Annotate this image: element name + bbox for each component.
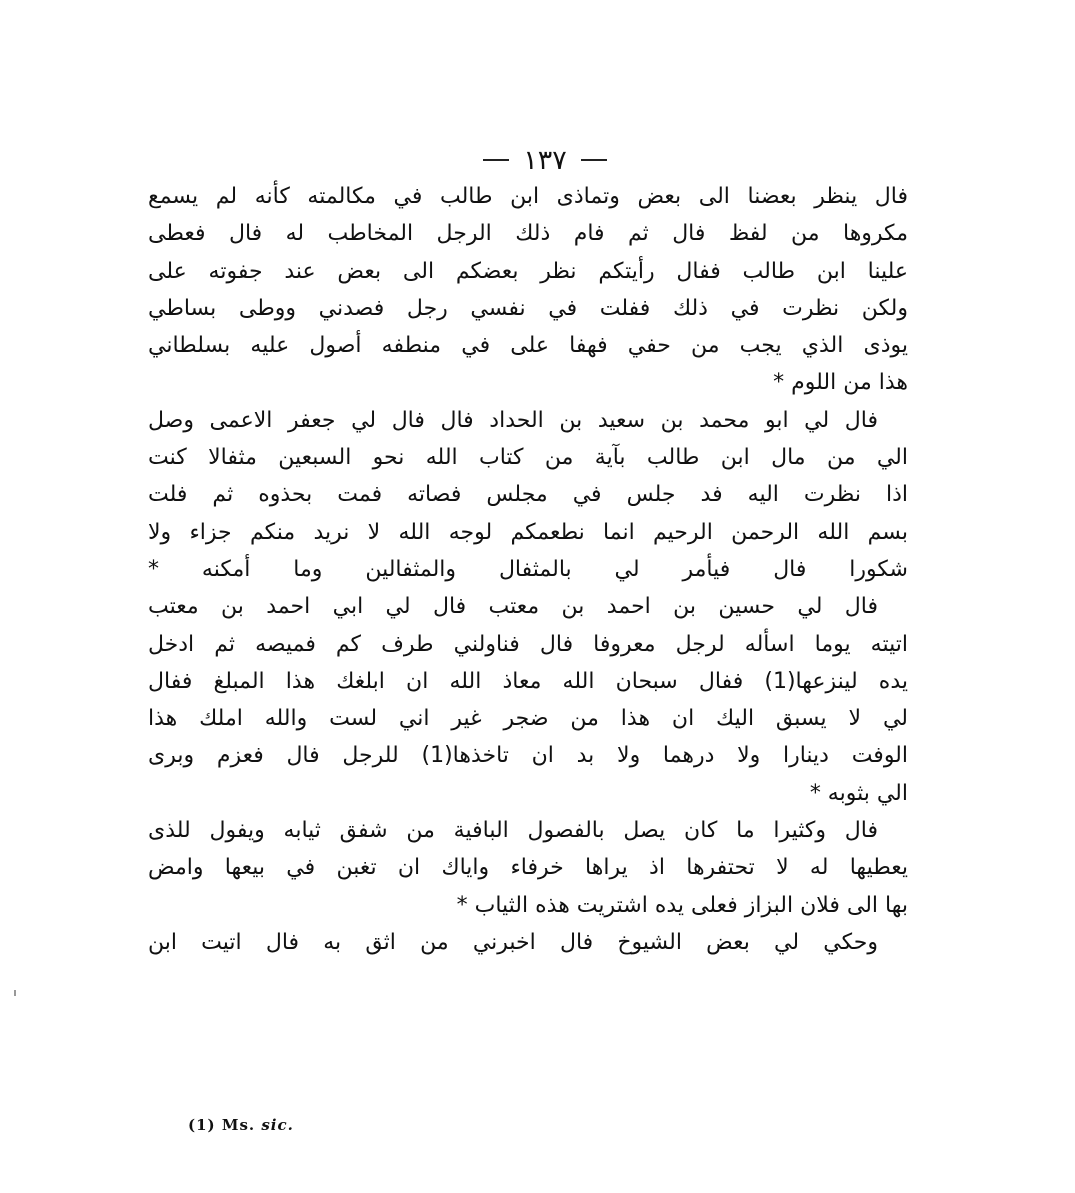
text-line: وحكي لي بعض الشيوخ فال اخبرني من اثق به فال اتيت ابن [148,929,878,955]
text-line: يوذى الذي يجب من حفي فهفا على في منطفه أصول عليه بسلطاني [148,333,908,359]
margin-mark [14,990,16,996]
text-line: بها الى فلان البزاز فعلى يده اشتريت هذه الثياب * [456,892,908,918]
header-right-dash [581,159,607,161]
footnote [188,1116,294,1134]
text-line: الي بثوبه * [809,780,908,806]
text-line: الوفت دينارا ولا درهما ولا بد ان تاخذها(1) للرجل فال فعزم وبرى [148,743,908,769]
footnote-text: sic. [261,1116,294,1134]
arabic-text-body [148,178,908,961]
text-line: فال وكثيرا ما كان يصل بالفصول البافية من شفق ثيابه ويفول للذى [148,818,878,844]
text-line: يده لينزعها(1) ففال سبحان الله معاذ الله ان ابلغك هذا المبلغ ففال [148,668,908,694]
text-line: اذا نظرت اليه فد جلس في مجلس فصاته فمت بحذوه ثم فلت [148,482,908,508]
text-line: ولكن نظرت في ذلك ففلت في نفسي رجل فصدني ووطى بساطي [148,295,908,321]
header-left-dash [483,159,509,161]
text-line: بسم الله الرحمن الرحيم انما نطعمكم لوجه الله لا نريد منكم جزاء ولا [148,519,908,545]
page-number: ١٣٧ [523,144,567,176]
text-line: لي لا يسبق اليك ان هذا من ضجر غير اني لست والله املك هذا [148,706,908,732]
footnote-marker: (1) Ms. [188,1116,256,1134]
text-line: اتيته يوما اسأله لرجل معروفا فال فناولني طرف كم فميصه ثم ادخل [148,631,908,657]
page-header [430,140,660,180]
text-line: مكروها من لفظ فال ثم فام ذلك الرجل المخاطب له فال فعطى [148,221,908,247]
text-line: هذا من اللوم * [773,370,908,396]
text-line: الي من مال ابن طالب بآية من كتاب الله نحو السبعين مثفالا كنت [148,445,908,471]
text-line: فال لي حسين بن احمد بن معتب فال لي ابي احمد بن معتب [148,594,878,620]
text-line: فال لي ابو محمد بن سعيد بن الحداد فال فال لي جعفر الاعمى وصل [148,407,878,433]
text-line: فال ينظر بعضنا الى بعض وتماذى ابن طالب في مكالمته كأنه لم يسمع [148,184,908,209]
text-line: علينا ابن طالب ففال رأيتكم نظر بعضكم الى بعض عند جفوته على [148,258,908,284]
text-line: يعطيها له لا تحتفرها اذ يراها خرفاء واياك ان تغبن في بيعها وامض [148,855,908,881]
text-line: شكورا فال فيأمر لي بالمثفال والمثفالين وما أمكنه * [148,556,908,582]
